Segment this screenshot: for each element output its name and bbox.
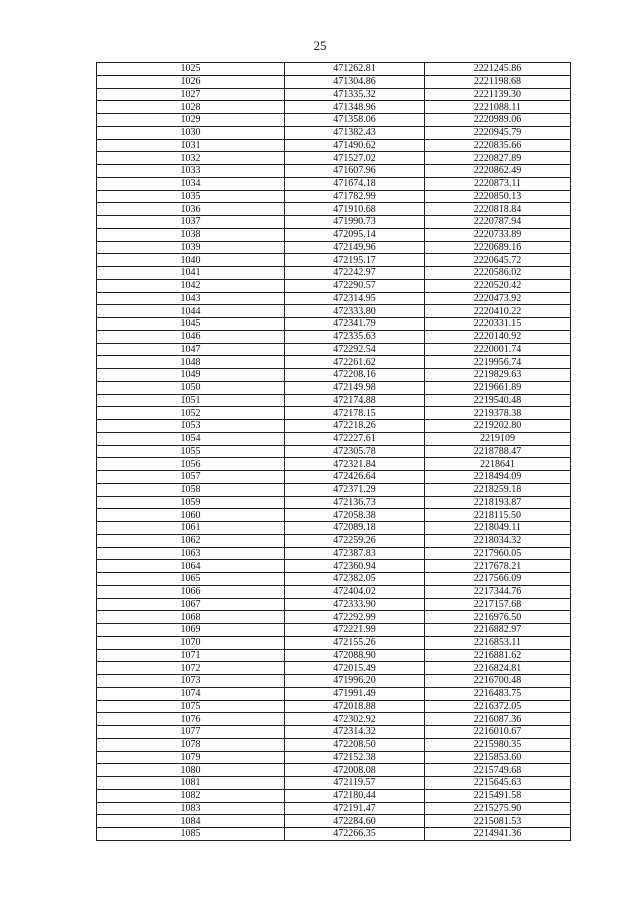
y-coordinate-cell: 2215853.60: [425, 751, 571, 764]
table-row: [97, 777, 571, 790]
table-row: [97, 228, 571, 241]
y-coordinate-cell: 2216010.67: [425, 726, 571, 739]
x-coordinate-cell: 472404.02: [285, 585, 425, 598]
point-number-cell: 1027: [97, 88, 285, 101]
point-number-cell: 1060: [97, 509, 285, 522]
x-coordinate-cell: 472178.15: [285, 407, 425, 420]
point-number-cell: 1074: [97, 687, 285, 700]
x-coordinate-cell: 472426.64: [285, 471, 425, 484]
x-coordinate-cell: 471304.86: [285, 75, 425, 88]
table-row: [97, 369, 571, 382]
point-number-cell: 1046: [97, 330, 285, 343]
point-number-cell: 1079: [97, 751, 285, 764]
y-coordinate-cell: 2216372.05: [425, 700, 571, 713]
point-number-cell: 1030: [97, 126, 285, 139]
x-coordinate-cell: 472227.61: [285, 432, 425, 445]
x-coordinate-cell: 471490.62: [285, 139, 425, 152]
point-number-cell: 1058: [97, 483, 285, 496]
x-coordinate-cell: 472242.97: [285, 267, 425, 280]
y-coordinate-cell: 2215491.58: [425, 789, 571, 802]
point-number-cell: 1061: [97, 522, 285, 535]
y-coordinate-cell: 2220586.02: [425, 267, 571, 280]
x-coordinate-cell: 471991.49: [285, 687, 425, 700]
page-number: 25: [313, 38, 327, 53]
table-row: [97, 522, 571, 535]
x-coordinate-cell: 472152.38: [285, 751, 425, 764]
point-number-cell: 1052: [97, 407, 285, 420]
table-row: [97, 139, 571, 152]
y-coordinate-cell: 2220945.79: [425, 126, 571, 139]
point-number-cell: 1075: [97, 700, 285, 713]
point-number-cell: 1044: [97, 305, 285, 318]
point-number-cell: 1066: [97, 585, 285, 598]
point-number-cell: 1056: [97, 458, 285, 471]
point-number-cell: 1043: [97, 292, 285, 305]
x-coordinate-cell: 472018.88: [285, 700, 425, 713]
y-coordinate-cell: 2218641: [425, 458, 571, 471]
x-coordinate-cell: 471262.81: [285, 63, 425, 76]
x-coordinate-cell: 472333.90: [285, 598, 425, 611]
y-coordinate-cell: 2220520.42: [425, 279, 571, 292]
x-coordinate-cell: 472382.05: [285, 573, 425, 586]
y-coordinate-cell: 2218049.11: [425, 522, 571, 535]
y-coordinate-cell: 2215081.53: [425, 815, 571, 828]
table-row: [97, 636, 571, 649]
point-number-cell: 1038: [97, 228, 285, 241]
y-coordinate-cell: 2216853.11: [425, 636, 571, 649]
x-coordinate-cell: 472089.18: [285, 522, 425, 535]
y-coordinate-cell: 2215275.90: [425, 802, 571, 815]
table-row: [97, 216, 571, 229]
point-number-cell: 1062: [97, 534, 285, 547]
point-number-cell: 1049: [97, 369, 285, 382]
x-coordinate-cell: 471607.96: [285, 165, 425, 178]
y-coordinate-cell: 2219540.48: [425, 394, 571, 407]
table-row: [97, 394, 571, 407]
y-coordinate-cell: 2218494.09: [425, 471, 571, 484]
table-row: [97, 88, 571, 101]
y-coordinate-cell: 2217960.05: [425, 547, 571, 560]
y-coordinate-cell: 2220689.16: [425, 241, 571, 254]
point-number-cell: 1031: [97, 139, 285, 152]
x-coordinate-cell: 471358.06: [285, 114, 425, 127]
table-row: [97, 815, 571, 828]
table-row: [97, 764, 571, 777]
point-number-cell: 1077: [97, 726, 285, 739]
y-coordinate-cell: 2215749.68: [425, 764, 571, 777]
table-row: [97, 177, 571, 190]
y-coordinate-cell: 2215980.35: [425, 738, 571, 751]
y-coordinate-cell: 2218115.50: [425, 509, 571, 522]
y-coordinate-cell: 2220733.89: [425, 228, 571, 241]
x-coordinate-cell: 472149.96: [285, 241, 425, 254]
point-number-cell: 1033: [97, 165, 285, 178]
coordinates-table-body: [97, 63, 571, 841]
point-number-cell: 1048: [97, 356, 285, 369]
point-number-cell: 1071: [97, 649, 285, 662]
point-number-cell: 1069: [97, 624, 285, 637]
y-coordinate-cell: 2216483.75: [425, 687, 571, 700]
point-number-cell: 1085: [97, 828, 285, 841]
point-number-cell: 1065: [97, 573, 285, 586]
x-coordinate-cell: 472292.54: [285, 343, 425, 356]
point-number-cell: 1053: [97, 420, 285, 433]
table-row: [97, 738, 571, 751]
point-number-cell: 1059: [97, 496, 285, 509]
x-coordinate-cell: 472333.80: [285, 305, 425, 318]
table-row: [97, 649, 571, 662]
x-coordinate-cell: 472314.95: [285, 292, 425, 305]
x-coordinate-cell: 472058.38: [285, 509, 425, 522]
table-row: [97, 254, 571, 267]
coordinates-table: [96, 62, 571, 841]
table-row: [97, 802, 571, 815]
table-row: [97, 267, 571, 280]
point-number-cell: 1063: [97, 547, 285, 560]
table-row: [97, 662, 571, 675]
point-number-cell: 1070: [97, 636, 285, 649]
point-number-cell: 1072: [97, 662, 285, 675]
x-coordinate-cell: 472290.57: [285, 279, 425, 292]
point-number-cell: 1036: [97, 203, 285, 216]
table-row: [97, 445, 571, 458]
x-coordinate-cell: 472292.99: [285, 611, 425, 624]
x-coordinate-cell: 472305.78: [285, 445, 425, 458]
table-row: [97, 547, 571, 560]
x-coordinate-cell: 472266.35: [285, 828, 425, 841]
x-coordinate-cell: 472360.94: [285, 560, 425, 573]
table-row: [97, 356, 571, 369]
y-coordinate-cell: 2220140.92: [425, 330, 571, 343]
table-row: [97, 114, 571, 127]
point-number-cell: 1042: [97, 279, 285, 292]
x-coordinate-cell: 472284.60: [285, 815, 425, 828]
y-coordinate-cell: 2215645.63: [425, 777, 571, 790]
table-row: [97, 713, 571, 726]
point-number-cell: 1035: [97, 190, 285, 203]
y-coordinate-cell: 2214941.36: [425, 828, 571, 841]
x-coordinate-cell: 472095.14: [285, 228, 425, 241]
x-coordinate-cell: 472218.26: [285, 420, 425, 433]
table-row: [97, 152, 571, 165]
x-coordinate-cell: 472015.49: [285, 662, 425, 675]
table-row: [97, 190, 571, 203]
point-number-cell: 1041: [97, 267, 285, 280]
y-coordinate-cell: 2219378.38: [425, 407, 571, 420]
y-coordinate-cell: 2221139.30: [425, 88, 571, 101]
point-number-cell: 1080: [97, 764, 285, 777]
y-coordinate-cell: 2216087.36: [425, 713, 571, 726]
table-row: [97, 687, 571, 700]
point-number-cell: 1081: [97, 777, 285, 790]
y-coordinate-cell: 2216976.50: [425, 611, 571, 624]
table-row: [97, 624, 571, 637]
table-row: [97, 509, 571, 522]
table-row: [97, 318, 571, 331]
x-coordinate-cell: 471990.73: [285, 216, 425, 229]
x-coordinate-cell: 472387.83: [285, 547, 425, 560]
y-coordinate-cell: 2220989.06: [425, 114, 571, 127]
point-number-cell: 1054: [97, 432, 285, 445]
y-coordinate-cell: 2220001.74: [425, 343, 571, 356]
table-row: [97, 585, 571, 598]
y-coordinate-cell: 2217678.21: [425, 560, 571, 573]
y-coordinate-cell: 2221088.11: [425, 101, 571, 114]
x-coordinate-cell: 471996.20: [285, 675, 425, 688]
point-number-cell: 1076: [97, 713, 285, 726]
table-row: [97, 330, 571, 343]
table-row: [97, 75, 571, 88]
y-coordinate-cell: 2220331.15: [425, 318, 571, 331]
point-number-cell: 1083: [97, 802, 285, 815]
y-coordinate-cell: 2220873.11: [425, 177, 571, 190]
x-coordinate-cell: 472208.50: [285, 738, 425, 751]
table-row: [97, 292, 571, 305]
y-coordinate-cell: 2218034.32: [425, 534, 571, 547]
y-coordinate-cell: 2216881.62: [425, 649, 571, 662]
y-coordinate-cell: 2220410.22: [425, 305, 571, 318]
point-number-cell: 1047: [97, 343, 285, 356]
x-coordinate-cell: 471335.32: [285, 88, 425, 101]
table-row: [97, 432, 571, 445]
table-row: [97, 101, 571, 114]
table-row: [97, 471, 571, 484]
table-row: [97, 573, 571, 586]
point-number-cell: 1050: [97, 381, 285, 394]
point-number-cell: 1032: [97, 152, 285, 165]
table-row: [97, 305, 571, 318]
x-coordinate-cell: 472119.57: [285, 777, 425, 790]
point-number-cell: 1084: [97, 815, 285, 828]
table-row: [97, 126, 571, 139]
point-number-cell: 1029: [97, 114, 285, 127]
table-row: [97, 381, 571, 394]
table-row: [97, 789, 571, 802]
point-number-cell: 1068: [97, 611, 285, 624]
y-coordinate-cell: 2221198.68: [425, 75, 571, 88]
x-coordinate-cell: 472261.62: [285, 356, 425, 369]
y-coordinate-cell: 2216700.48: [425, 675, 571, 688]
table-row: [97, 343, 571, 356]
table-row: [97, 483, 571, 496]
table-row: [97, 700, 571, 713]
table-row: [97, 534, 571, 547]
y-coordinate-cell: 2220850.13: [425, 190, 571, 203]
y-coordinate-cell: 2219202.80: [425, 420, 571, 433]
y-coordinate-cell: 2216824.81: [425, 662, 571, 675]
x-coordinate-cell: 472335.63: [285, 330, 425, 343]
x-coordinate-cell: 472180.44: [285, 789, 425, 802]
y-coordinate-cell: 2221245.86: [425, 63, 571, 76]
x-coordinate-cell: 472208.16: [285, 369, 425, 382]
x-coordinate-cell: 472321.84: [285, 458, 425, 471]
y-coordinate-cell: 2219109: [425, 432, 571, 445]
point-number-cell: 1064: [97, 560, 285, 573]
x-coordinate-cell: 472302.92: [285, 713, 425, 726]
x-coordinate-cell: 471674.18: [285, 177, 425, 190]
x-coordinate-cell: 471782.99: [285, 190, 425, 203]
point-number-cell: 1082: [97, 789, 285, 802]
table-row: [97, 165, 571, 178]
table-row: [97, 279, 571, 292]
table-row: [97, 458, 571, 471]
y-coordinate-cell: 2218788.47: [425, 445, 571, 458]
table-row: [97, 598, 571, 611]
table-row: [97, 675, 571, 688]
point-number-cell: 1051: [97, 394, 285, 407]
x-coordinate-cell: 472195.17: [285, 254, 425, 267]
table-row: [97, 63, 571, 76]
x-coordinate-cell: 472371.29: [285, 483, 425, 496]
point-number-cell: 1025: [97, 63, 285, 76]
point-number-cell: 1057: [97, 471, 285, 484]
table-row: [97, 241, 571, 254]
point-number-cell: 1073: [97, 675, 285, 688]
point-number-cell: 1028: [97, 101, 285, 114]
y-coordinate-cell: 2219956.74: [425, 356, 571, 369]
x-coordinate-cell: 472221.99: [285, 624, 425, 637]
table-row: [97, 828, 571, 841]
y-coordinate-cell: 2220862.49: [425, 165, 571, 178]
y-coordinate-cell: 2218193.87: [425, 496, 571, 509]
point-number-cell: 1026: [97, 75, 285, 88]
y-coordinate-cell: 2216882.97: [425, 624, 571, 637]
point-number-cell: 1045: [97, 318, 285, 331]
y-coordinate-cell: 2220645.72: [425, 254, 571, 267]
x-coordinate-cell: 472191.47: [285, 802, 425, 815]
table-row: [97, 420, 571, 433]
point-number-cell: 1037: [97, 216, 285, 229]
y-coordinate-cell: 2217157.68: [425, 598, 571, 611]
y-coordinate-cell: 2219661.89: [425, 381, 571, 394]
point-number-cell: 1067: [97, 598, 285, 611]
x-coordinate-cell: 471527.02: [285, 152, 425, 165]
table-row: [97, 496, 571, 509]
x-coordinate-cell: 471348.96: [285, 101, 425, 114]
table-row: [97, 751, 571, 764]
x-coordinate-cell: 472341.79: [285, 318, 425, 331]
x-coordinate-cell: 472314.32: [285, 726, 425, 739]
x-coordinate-cell: 471382.43: [285, 126, 425, 139]
x-coordinate-cell: 472155.26: [285, 636, 425, 649]
point-number-cell: 1034: [97, 177, 285, 190]
y-coordinate-cell: 2220835.66: [425, 139, 571, 152]
x-coordinate-cell: 472008.08: [285, 764, 425, 777]
point-number-cell: 1039: [97, 241, 285, 254]
y-coordinate-cell: 2218259.18: [425, 483, 571, 496]
y-coordinate-cell: 2219829.63: [425, 369, 571, 382]
table-row: [97, 611, 571, 624]
table-row: [97, 407, 571, 420]
table-row: [97, 726, 571, 739]
y-coordinate-cell: 2220818.84: [425, 203, 571, 216]
x-coordinate-cell: 472259.26: [285, 534, 425, 547]
table-row: [97, 560, 571, 573]
y-coordinate-cell: 2220787.94: [425, 216, 571, 229]
x-coordinate-cell: 472174.88: [285, 394, 425, 407]
table-row: [97, 203, 571, 216]
x-coordinate-cell: 472136.73: [285, 496, 425, 509]
point-number-cell: 1078: [97, 738, 285, 751]
y-coordinate-cell: 2220473.92: [425, 292, 571, 305]
x-coordinate-cell: 471910.68: [285, 203, 425, 216]
y-coordinate-cell: 2217344.76: [425, 585, 571, 598]
y-coordinate-cell: 2217566.09: [425, 573, 571, 586]
x-coordinate-cell: 472149.98: [285, 381, 425, 394]
point-number-cell: 1040: [97, 254, 285, 267]
x-coordinate-cell: 472088.90: [285, 649, 425, 662]
y-coordinate-cell: 2220827.89: [425, 152, 571, 165]
point-number-cell: 1055: [97, 445, 285, 458]
